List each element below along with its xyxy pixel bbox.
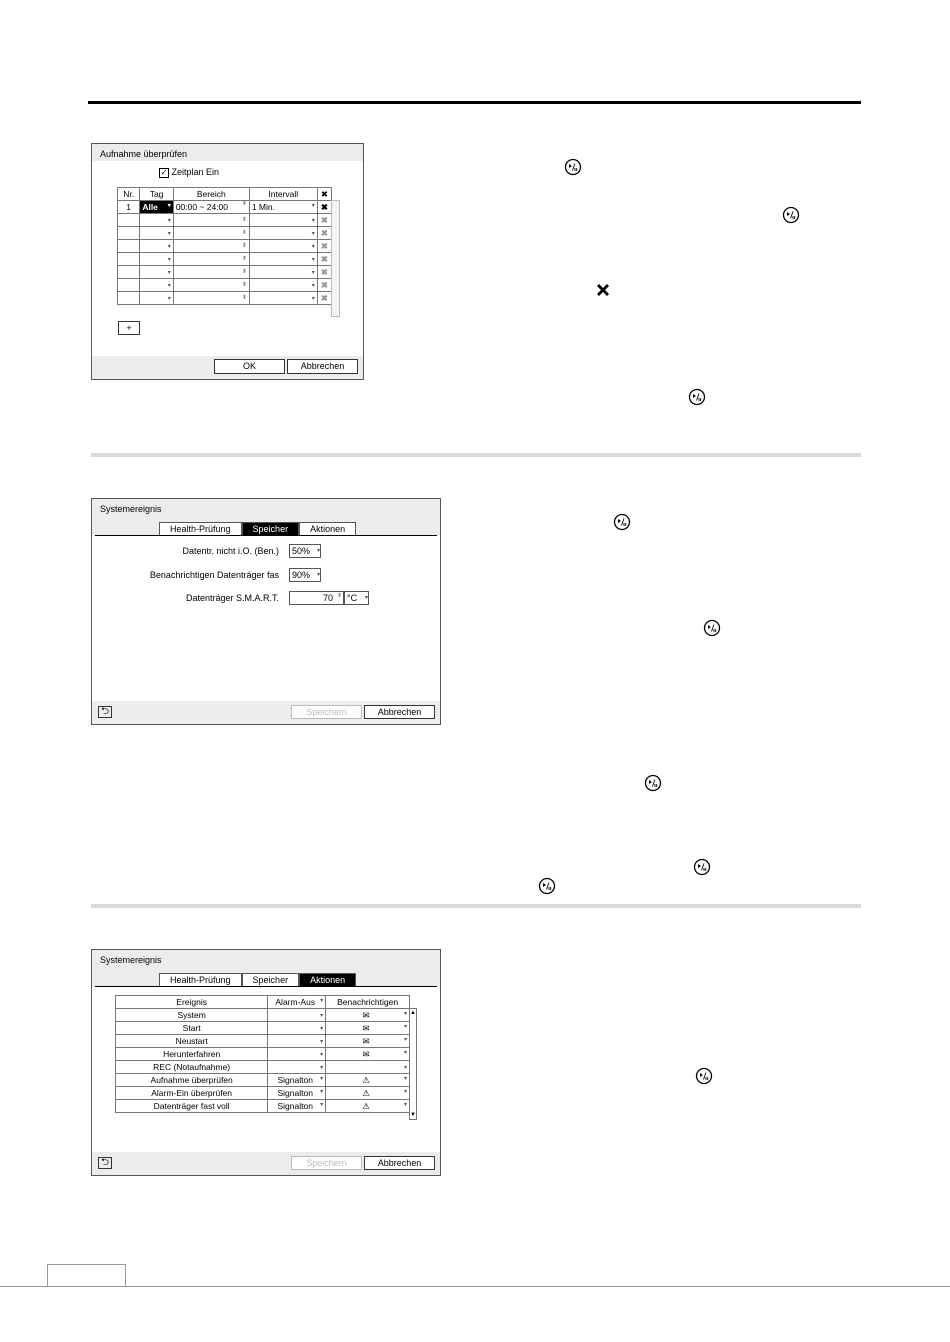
notify-select[interactable]: ▾ [326,1061,410,1074]
event-name: Aufnahme überprüfen [116,1074,268,1087]
notify-select[interactable]: ⚠ ▾ [326,1100,410,1113]
back-arrow-icon[interactable]: ⮌ [98,1157,112,1169]
table-row [118,201,332,214]
table-row[interactable] [116,1061,410,1074]
mail-icon: ✉ [362,1022,370,1033]
range-field[interactable]: 00:00 ~ 24:00 ⬍ [173,201,249,214]
delete-row-icon[interactable]: ✖ [317,266,331,279]
table-row[interactable] [116,1048,410,1061]
col-bereich: Bereich [173,188,249,201]
delete-row-icon[interactable]: ✖ [317,279,331,292]
event-name: System [116,1009,268,1022]
delete-x-icon [594,281,612,299]
table-row: ▾ ⬍ ▾ ✖ [118,214,332,227]
temp-unit-select[interactable]: °C ▾ [344,591,369,605]
mail-icon: ✉ [362,1035,370,1046]
table-row: ▾ ⬍ ▾ ✖ [118,240,332,253]
cancel-button[interactable]: Abbrechen [287,359,358,374]
cancel-button[interactable]: Abbrechen [364,1156,435,1170]
footer-rule [0,1286,950,1287]
back-arrow-icon[interactable]: ⮌ [98,706,112,718]
mail-icon: ✉ [362,1048,370,1059]
play-pause-button-icon [538,877,556,895]
event-name: Alarm-Ein überprüfen [116,1087,268,1100]
save-button[interactable]: Speichern [291,705,362,719]
col-intervall: Intervall [249,188,317,201]
delete-row-icon[interactable]: ✖ [317,201,331,214]
warning-icon: ⚠ [362,1087,370,1098]
alarm-out-select[interactable]: ▾ [268,1022,326,1035]
alarm-out-select[interactable]: Signalton ▾ [268,1100,326,1113]
system-event-actions-dialog [91,949,441,1176]
top-rule [88,101,861,104]
record-check-dialog [91,143,364,380]
event-name: REC (Notaufnahme) [116,1061,268,1074]
disk-bad-select[interactable]: 50% ▾ [289,544,321,558]
save-button[interactable]: Speichern [291,1156,362,1170]
notify-select[interactable]: ✉ ▾ [326,1035,410,1048]
warning-icon: ⚠ [362,1100,370,1111]
add-row-button[interactable]: + [118,321,140,335]
cancel-button[interactable]: Abbrechen [364,705,435,719]
delete-row-icon[interactable]: ✖ [317,227,331,240]
alarm-out-select[interactable]: ▾ [268,1061,326,1074]
play-pause-button-icon [564,158,582,176]
table-scrollbar[interactable] [331,200,340,317]
play-pause-button-icon [693,858,711,876]
disk-almost-full-select[interactable]: 90% ▾ [289,568,321,582]
event-actions-table [115,995,410,1113]
alarm-out-select[interactable]: ▾ [268,1048,326,1061]
dialog-title: Systemereignis [100,504,162,514]
smart-temp-field[interactable]: 70 ⬍ [289,591,344,605]
table-row[interactable] [116,1035,410,1048]
event-name: Start [116,1022,268,1035]
table-row[interactable] [116,1100,410,1113]
event-name: Herunterfahren [116,1048,268,1061]
scroll-down-icon[interactable]: ▼ [410,1112,416,1118]
scroll-up-icon[interactable]: ▲ [410,1010,416,1016]
play-pause-button-icon [644,774,662,792]
disk-almost-full-label: Benachrichtigen Datenträger fas [149,570,279,580]
mail-icon: ✉ [362,1009,370,1020]
col-nr: Nr. [118,188,140,201]
tab-storage[interactable]: Speicher [242,522,300,535]
dialog-title: Aufnahme überprüfen [100,149,188,159]
col-notify: Benachrichtigen [326,996,410,1009]
system-event-storage-dialog [91,498,441,725]
col-alarm-out: Alarm-Aus ▾ [268,996,326,1009]
play-pause-button-icon [688,388,706,406]
page-number-tab [47,1264,126,1287]
col-tag: Tag [140,188,173,201]
schedule-checkbox-label: Zeitplan Ein [171,167,220,177]
alarm-out-select[interactable]: Signalton ▾ [268,1074,326,1087]
event-name: Datenträger fast voll [116,1100,268,1113]
table-scrollbar[interactable] [409,1008,417,1120]
interval-select[interactable]: 1 Min. ▾ [249,201,317,214]
delete-row-icon[interactable]: ✖ [317,292,331,305]
table-row[interactable] [116,1074,410,1087]
tag-select[interactable]: Alle ▾ [140,201,173,214]
table-row[interactable] [116,1087,410,1100]
delete-all-icon[interactable]: ✖ [317,188,331,201]
notify-select[interactable]: ✉ ▾ [326,1009,410,1022]
play-pause-button-icon [613,513,631,531]
warning-icon: ⚠ [362,1074,370,1085]
section-divider [91,904,861,908]
col-event: Ereignis [116,996,268,1009]
schedule-table [117,187,332,305]
section-divider [91,453,861,457]
row-nr: 1 [118,201,140,214]
ok-button[interactable]: OK [214,359,285,374]
delete-row-icon[interactable]: ✖ [317,214,331,227]
delete-row-icon[interactable]: ✖ [317,240,331,253]
notify-select[interactable]: ✉ ▾ [326,1048,410,1061]
tab-actions[interactable]: Aktionen [299,522,356,535]
event-name: Neustart [116,1035,268,1048]
delete-row-icon[interactable]: ✖ [317,253,331,266]
alarm-out-select[interactable]: ▾ [268,1009,326,1022]
play-pause-button-icon [695,1067,713,1085]
notify-select[interactable]: ⚠ ▾ [326,1087,410,1100]
table-row[interactable] [116,1022,410,1035]
tab-actions[interactable]: Aktionen [299,973,356,986]
table-row: ▾ ⬍ ▾ ✖ [118,253,332,266]
tab-health-check[interactable]: Health-Prüfung [159,973,242,986]
alarm-out-select[interactable]: ▾ [268,1035,326,1048]
table-row: ▾ ⬍ ▾ ✖ [118,266,332,279]
table-row: ▾ ⬍ ▾ ✖ [118,292,332,305]
table-row: ▾ ⬍ ▾ ✖ [118,227,332,240]
dialog-title: Systemereignis [100,955,162,965]
checkbox-check-icon: ✓ [160,168,168,177]
alarm-out-select[interactable]: Signalton ▾ [268,1087,326,1100]
notify-select[interactable]: ✉ ▾ [326,1022,410,1035]
play-pause-button-icon [782,206,800,224]
tab-storage[interactable]: Speicher [242,973,300,986]
notify-select[interactable]: ⚠ ▾ [326,1074,410,1087]
disk-bad-label: Datentr. nicht i.O. (Ben.) [182,546,279,556]
table-row: ▾ ⬍ ▾ ✖ [118,279,332,292]
schedule-checkbox[interactable] [159,167,219,178]
smart-label: Datenträger S.M.A.R.T. [185,593,279,603]
play-pause-button-icon [703,619,721,637]
tab-health-check[interactable]: Health-Prüfung [159,522,242,535]
table-row[interactable] [116,1009,410,1022]
